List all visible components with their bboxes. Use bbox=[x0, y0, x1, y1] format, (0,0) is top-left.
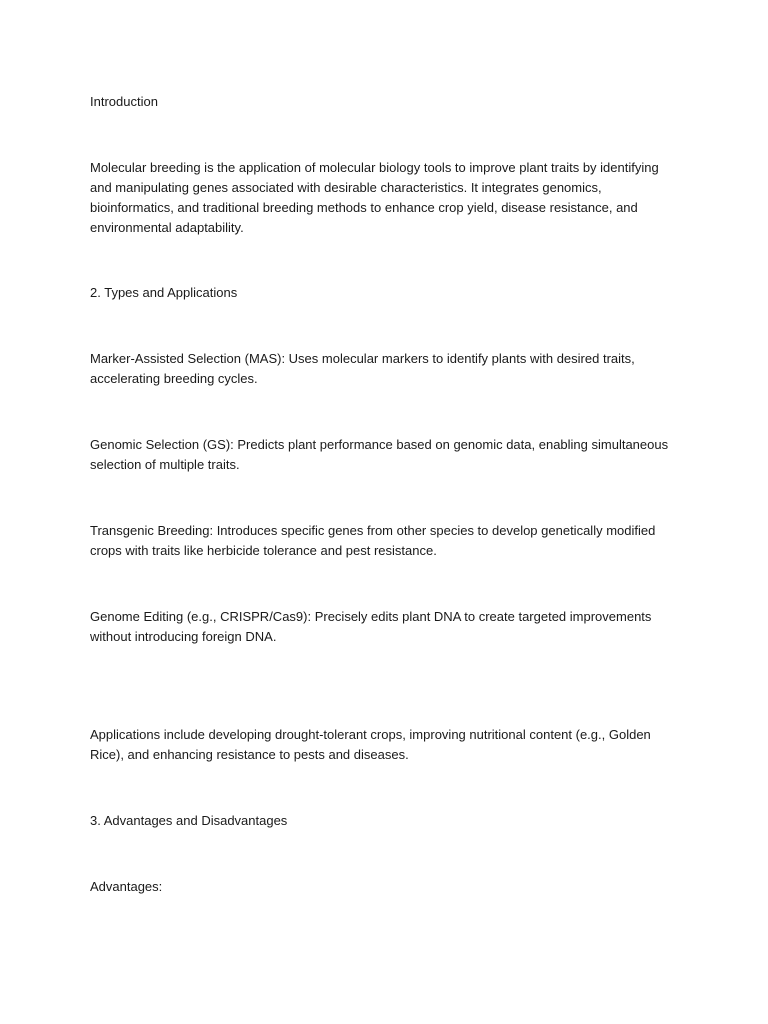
section-2-heading: 2. Types and Applications bbox=[90, 285, 238, 300]
applications-paragraph: Applications include developing drought-tolerant crops, improving nutritional content (e.g., Golden Rice), and enhancing resistance to pests and diseases. bbox=[90, 727, 651, 762]
advantages-label: Advantages: bbox=[90, 879, 163, 894]
type-marker-assisted-selection: Marker-Assisted Selection (MAS): Uses molecular markers to identify plants with desired traits, accelerating breeding cycles. bbox=[90, 351, 635, 386]
type-genomic-selection: Genomic Selection (GS): Predicts plant performance based on genomic data, enabling simultaneous selection of multiple traits. bbox=[90, 437, 669, 472]
section-3-heading: 3. Advantages and Disadvantages bbox=[90, 813, 288, 828]
type-genome-editing: Genome Editing (e.g., CRISPR/Cas9): Precisely edits plant DNA to create targeted improvements without introducing foreign DNA. bbox=[90, 609, 652, 644]
intro-heading: Introduction bbox=[90, 94, 158, 109]
intro-paragraph: Molecular breeding is the application of molecular biology tools to improve plant traits by identifying and manipulating genes associated with desirable characteristics. It integrates genomics, bioinformatics, and traditional breeding methods to enhance crop yield, disease resistance, and environmental adaptability. bbox=[90, 160, 659, 235]
type-transgenic-breeding: Transgenic Breeding: Introduces specific genes from other species to develop genetically modified crops with traits like herbicide tolerance and pest resistance. bbox=[90, 523, 656, 558]
